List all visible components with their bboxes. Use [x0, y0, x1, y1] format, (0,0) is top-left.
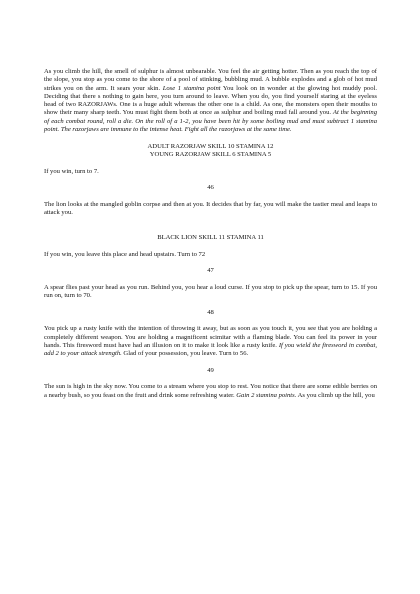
- section-number-49: 49: [207, 366, 214, 374]
- page-body: [44, 68, 377, 400]
- win-instruction: If you win, you leave this place and head upstairs. Turn to 72: [44, 250, 206, 258]
- combat-rule-text: At the beginning of each combat round, roll a die. On the roll of a 1-2, you have been hit by some boiling mud and must subtract 1 stamina point. The razorjaws are immune to the intense heat. Fight all the razorjaws at the same time.: [44, 109, 377, 134]
- section-number-48: 48: [207, 308, 214, 316]
- paragraph-48: [44, 325, 377, 358]
- enemy-stat-young-razorjaw: YOUNG RAZORJAW SKILL 6 STAMINA 5: [149, 150, 272, 158]
- paragraph-text: You pick up a rusty knife with the intention of throwing it away, but as soon as you touch it, you see that you are holding a completely different weapon. You are holding a magnificent scimitar with a flaming blade. You can feel its power in your hands. This firesword must have had an illusion on it to make it look like a rusty knife.: [44, 325, 377, 349]
- enemy-stat-black-lion: BLACK LION SKILL 11 STAMINA 11: [157, 233, 264, 241]
- paragraph-text: Glad of your possession, you leave. Turn to 56.: [121, 350, 249, 358]
- paragraph-razorjaw-encounter: [44, 68, 377, 134]
- paragraph-47: A spear flies past your head as you run. Behind you, you hear a loud curse. If you stop to pick up the spear, turn to 15. If you run on, turn to 70.: [44, 283, 377, 300]
- paragraph-46: The lion looks at the mangled goblin corpse and then at you. It decides that by far, you will make the tastier meal and leaps to attack you.: [44, 200, 377, 217]
- instruction-text: Gain 2 stamina points: [236, 391, 295, 399]
- instruction-text: Lose 1 stamina point: [162, 84, 221, 92]
- paragraph-49: [44, 383, 377, 400]
- instruction-text: If you wield the firesword in combat, add 2 to your attack strength.: [44, 341, 378, 358]
- section-number-46: 46: [207, 184, 214, 192]
- win-instruction: If you win, turn to 7.: [44, 167, 99, 175]
- enemy-stat-adult-razorjaw: ADULT RAZORJAW SKILL 10 STAMINA 12: [147, 142, 274, 150]
- paragraph-text: . As you climb up the hill, you: [294, 391, 375, 399]
- paragraph-text: The sun is high in the sky now. You come to a stream where you stop to rest. You notice that there are some edible berries on a nearby bush, so you feast on the fruit and drink some refreshing water.: [44, 383, 377, 399]
- paragraph-text: You look on in wonder at the glowing hot muddy pool. Deciding that there s nothing to gain here, you turn around to leave. When you do, you find yourself staring at the eyeless head of two RAZORJAWs. One is a huge adult whereas the other one is a child. As one, the monsters open their mouths to show their many sharp teeth. You must fight them both at once as sulphur and boiling mud fall around you.: [44, 84, 378, 117]
- paragraph-text: As you climb the hill, the smell of sulphur is almost unbearable. You feel the air getting hotter. Then as you reach the top of the slope, you stop as you come to the shore of a pool of stinking, bubbling mud. A bubble explodes and a glob of hot mud strikes you on the arm. It sears your skin.: [44, 68, 377, 92]
- section-number-47: 47: [207, 267, 214, 275]
